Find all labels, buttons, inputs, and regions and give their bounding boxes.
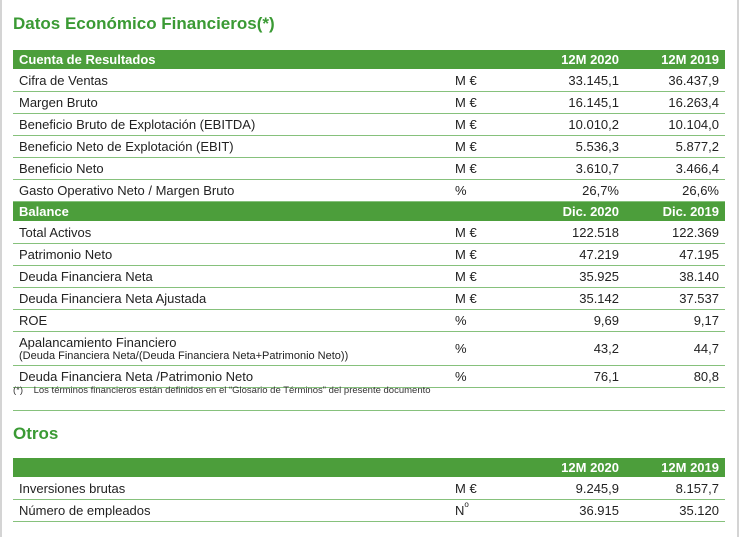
row-unit: M € [449,478,525,500]
row-value-2019: 9,17 [625,310,725,332]
row-value-2020: 26,7% [525,180,625,202]
otros-table [13,458,725,522]
row-label: Margen Bruto [13,92,449,114]
row-value-2020: 35.142 [525,288,625,310]
row-value-2019: 80,8 [625,366,725,388]
header-col2: 12M 2019 [625,458,725,478]
row-value-2020: 33.145,1 [525,70,625,92]
row-value-2020: 10.010,2 [525,114,625,136]
row-value-2020: 47.219 [525,244,625,266]
row-value-2020: 9.245,9 [525,478,625,500]
row-label [13,332,449,366]
row-label: Inversiones brutas [13,478,449,500]
table-row [13,70,725,92]
row-label: Cifra de Ventas [13,70,449,92]
table-row [13,92,725,114]
unit-n [455,499,469,519]
row-value-2020: 35.925 [525,266,625,288]
row-value-2020: 76,1 [525,366,625,388]
header-label: Cuenta de Resultados [13,50,449,70]
row-label: Número de empleados [13,500,449,522]
row-unit: M € [449,266,525,288]
row-value-2020: 36.915 [525,500,625,522]
header-row-balance [13,202,725,222]
row-value-2019: 10.104,0 [625,114,725,136]
row-value-2019: 37.537 [625,288,725,310]
unit-n-sup: o [464,499,469,509]
divider [13,410,725,411]
table-row [13,114,725,136]
header-col1: 12M 2020 [525,458,625,478]
row-value-2020: 9,69 [525,310,625,332]
footnote-text: Los términos financieros están definidos en el “Glosario de Términos” del presente documento [33,385,431,396]
footnote-mark: (*) [13,385,24,396]
header-col1: Dic. 2020 [525,202,625,222]
table-row [13,136,725,158]
row-label: Beneficio Bruto de Explotación (EBITDA) [13,114,449,136]
row-value-2020: 3.610,7 [525,158,625,180]
apalancamiento-sublabel: (Deuda Financiera Neta/(Deuda Financiera Neta+Patrimonio Neto)) [19,349,349,362]
row-value-2019: 44,7 [625,332,725,366]
apalancamiento-label: Apalancamiento Financiero [19,334,177,350]
table-row [13,180,725,202]
row-label: Deuda Financiera Neta Ajustada [13,288,449,310]
header-row-cuenta [13,50,725,70]
row-value-2019: 35.120 [625,500,725,522]
table-row [13,288,725,310]
row-unit: M € [449,158,525,180]
row-label: Patrimonio Neto [13,244,449,266]
row-label: Total Activos [13,222,449,244]
row-unit: M € [449,222,525,244]
row-value-2019: 16.263,4 [625,92,725,114]
row-label: Beneficio Neto de Explotación (EBIT) [13,136,449,158]
row-unit: M € [449,92,525,114]
row-label: Deuda Financiera Neta /Patrimonio Neto [13,366,449,388]
row-label: ROE [13,310,449,332]
row-unit: M € [449,70,525,92]
row-unit: M € [449,136,525,158]
row-label: Gasto Operativo Neto / Margen Bruto [13,180,449,202]
unit-n-letter: N [455,503,465,519]
table-row [13,266,725,288]
row-value-2020: 16.145,1 [525,92,625,114]
table-row-apalancamiento [13,332,725,366]
row-value-2019: 26,6% [625,180,725,202]
footnote [13,385,431,396]
left-border [0,0,2,537]
row-unit: % [449,180,525,202]
row-value-2020: 43,2 [525,332,625,366]
table-row [13,310,725,332]
table-row [13,158,725,180]
row-unit [449,500,525,522]
table-row [13,478,725,500]
row-unit: M € [449,114,525,136]
financial-table [13,50,725,388]
row-label: Deuda Financiera Neta [13,266,449,288]
header-label [13,458,449,478]
row-value-2019: 36.437,9 [625,70,725,92]
row-value-2019: 3.466,4 [625,158,725,180]
row-value-2019: 47.195 [625,244,725,266]
row-unit: M € [449,288,525,310]
table-row [13,244,725,266]
header-label: Balance [13,202,449,222]
header-col1: 12M 2020 [525,50,625,70]
row-value-2019: 8.157,7 [625,478,725,500]
row-label: Beneficio Neto [13,158,449,180]
table-row [13,222,725,244]
row-unit: % [449,332,525,366]
header-col2: 12M 2019 [625,50,725,70]
table-row [13,500,725,522]
row-unit: M € [449,244,525,266]
section-title-datos: Datos Económico Financieros(*) [13,14,275,33]
row-value-2019: 122.369 [625,222,725,244]
row-unit: % [449,366,525,388]
row-unit: % [449,310,525,332]
section-title-otros: Otros [13,424,59,443]
right-border [737,0,739,537]
row-value-2020: 5.536,3 [525,136,625,158]
row-value-2020: 122.518 [525,222,625,244]
row-value-2019: 5.877,2 [625,136,725,158]
row-value-2019: 38.140 [625,266,725,288]
header-col2: Dic. 2019 [625,202,725,222]
header-row-otros [13,458,725,478]
